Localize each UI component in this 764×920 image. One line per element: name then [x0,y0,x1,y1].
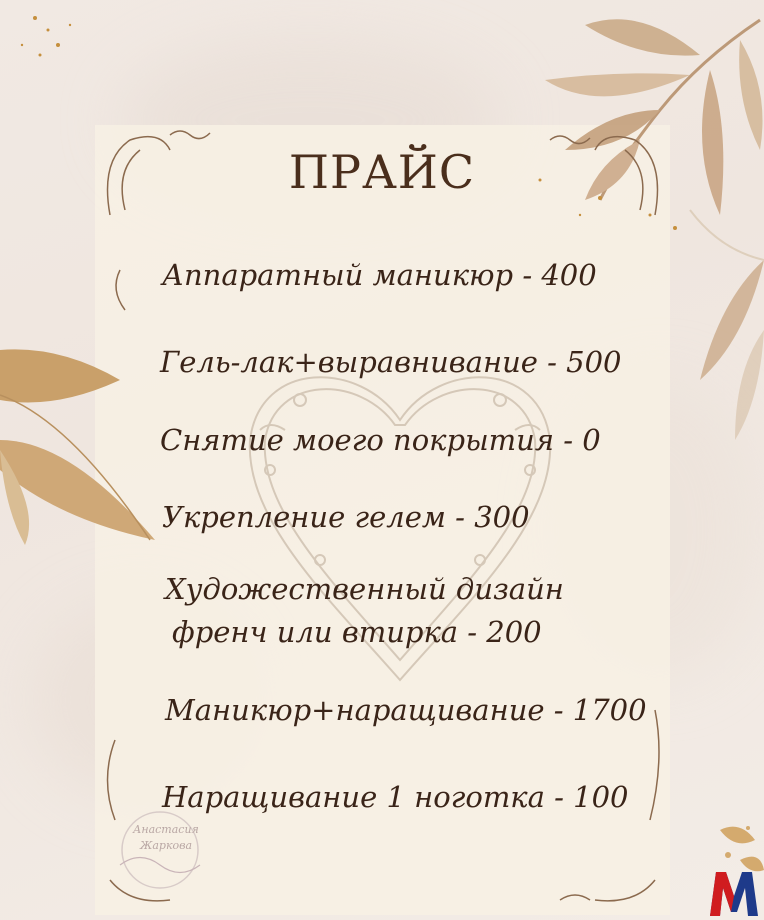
price-item: Аппаратный маникюр - 400 [162,258,597,292]
m-logo-icon [708,868,760,918]
page-title: ПРАЙС [288,145,476,199]
price-item: френч или втирка - 200 [172,615,542,649]
leaf-branch-left [0,349,155,545]
price-item: Укрепление гелем - 300 [162,500,530,534]
gold-leaf-bottom-right [720,826,764,871]
price-item: Маникюр+наращивание - 1700 [165,693,647,727]
watermark-logo [105,805,215,895]
price-item: Снятие моего покрытия - 0 [160,423,601,457]
watermark-text: Анастасия [133,823,199,836]
price-item: Наращивание 1 ноготка - 100 [162,780,629,814]
price-item: Художественный дизайн [165,572,564,606]
price-item: Гель-лак+выравнивание - 500 [160,345,622,379]
watermark-text: Жаркова [140,839,193,852]
